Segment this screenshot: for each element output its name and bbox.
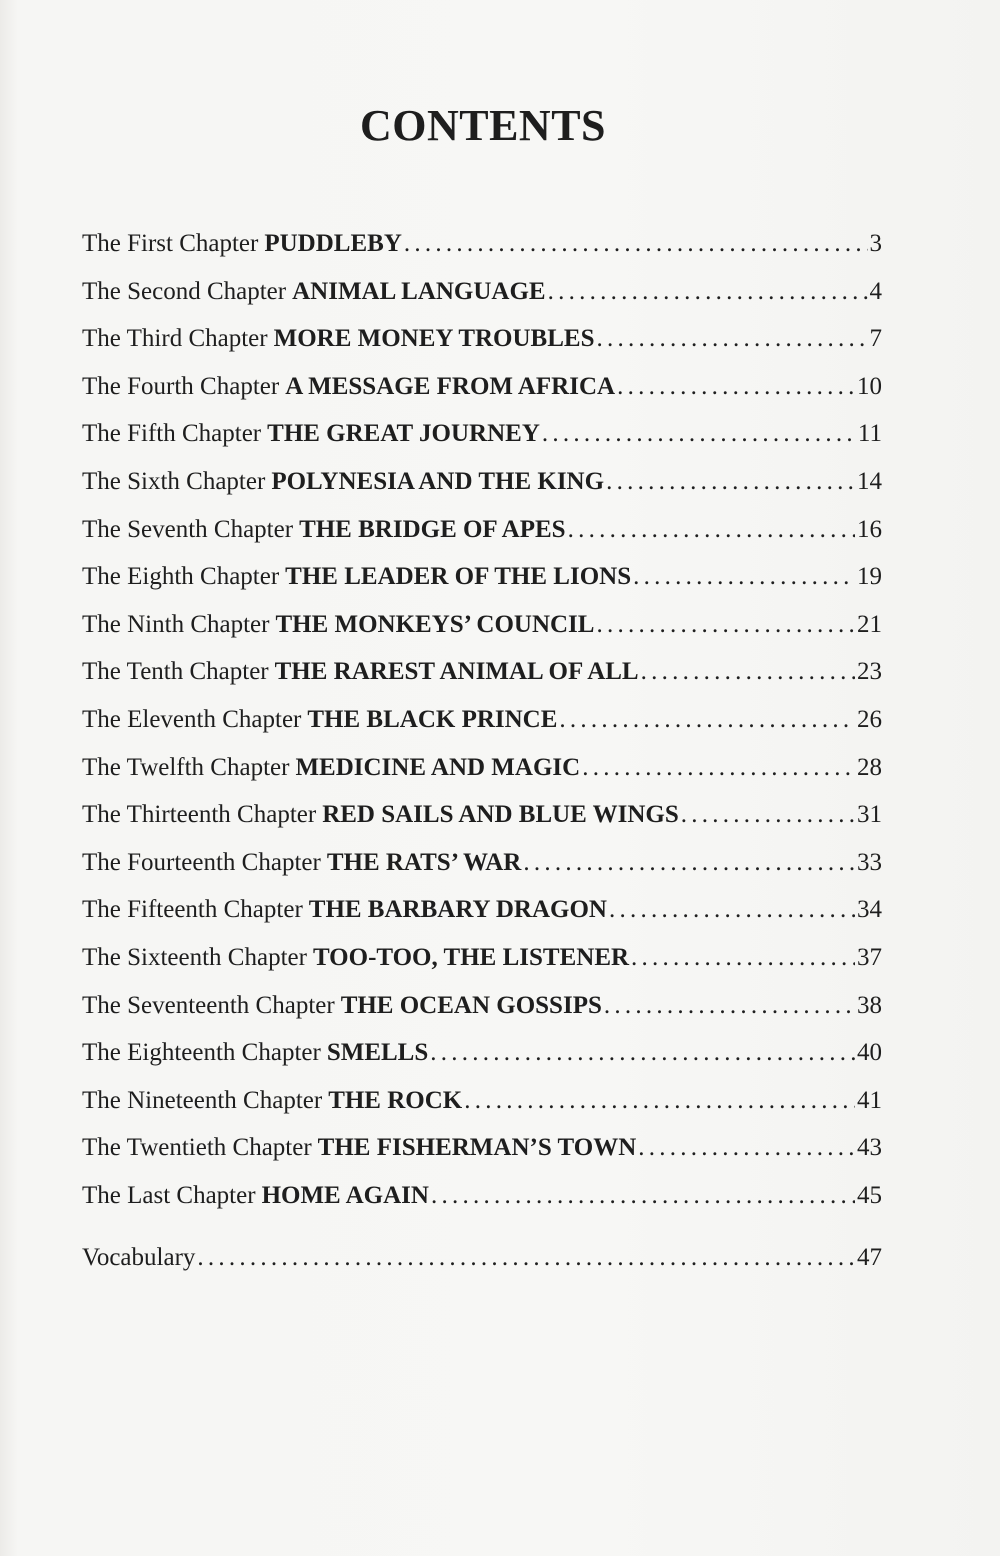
dot-leader	[631, 944, 855, 972]
chapter-number-label: The Nineteenth Chapter	[82, 1086, 323, 1114]
toc-entry[interactable]	[82, 1039, 882, 1087]
chapter-title: ANIMAL LANGUAGE	[292, 277, 546, 305]
toc-entry[interactable]	[82, 706, 882, 754]
dot-leader	[609, 896, 855, 924]
page-number: 38	[857, 991, 882, 1019]
page-number: 19	[857, 563, 882, 591]
dot-leader	[542, 420, 856, 448]
dot-leader	[568, 516, 855, 544]
dot-leader	[606, 468, 855, 496]
page-number: 43	[857, 1134, 882, 1162]
vocabulary-section	[82, 1244, 882, 1292]
dot-leader	[404, 230, 868, 258]
chapter-number-label: The Third Chapter	[82, 325, 268, 353]
dot-leader	[604, 992, 855, 1020]
page-number: 11	[857, 420, 882, 448]
dot-leader	[582, 754, 855, 782]
chapter-number-label: The First Chapter	[82, 230, 259, 257]
chapter-number-label: The Second Chapter	[82, 277, 287, 305]
page-number: 7	[869, 325, 882, 353]
dot-leader	[559, 706, 855, 734]
chapter-title: THE BARBARY DRAGON	[308, 896, 607, 924]
page-number: 26	[857, 705, 882, 733]
toc-entry[interactable]	[82, 1087, 882, 1135]
chapter-title: POLYNESIA AND THE KING	[271, 467, 605, 495]
chapter-number-label: The Twelfth Chapter	[82, 753, 290, 781]
chapter-number-label: The Seventeenth Chapter	[82, 991, 335, 1019]
chapter-title: PUDDLEBY	[264, 230, 402, 257]
chapter-title: THE BRIDGE OF APES	[299, 515, 566, 543]
chapter-number-label: The Fourth Chapter	[82, 372, 280, 400]
chapter-number-label: The Eleventh Chapter	[82, 705, 302, 733]
chapter-title: TOO-TOO, THE LISTENER	[312, 943, 630, 971]
page-number: 23	[857, 658, 882, 686]
chapter-title: THE GREAT JOURNEY	[267, 420, 540, 448]
chapter-number-label: The Fourteenth Chapter	[82, 848, 321, 876]
vocabulary-page-number: 47	[857, 1244, 882, 1271]
chapter-number-label: The Eighteenth Chapter	[82, 1039, 321, 1067]
dot-leader	[681, 801, 855, 829]
page-number: 14	[857, 467, 882, 495]
toc-entry[interactable]	[82, 420, 882, 468]
page-number: 10	[857, 372, 882, 400]
dot-leader	[638, 1134, 855, 1162]
dot-leader	[596, 611, 855, 639]
chapter-number-label: The Ninth Chapter	[82, 610, 270, 638]
page-number: 33	[857, 848, 882, 876]
page-number: 28	[857, 753, 882, 781]
chapter-title: THE MONKEYS’ COUNCIL	[275, 610, 595, 638]
toc-entry[interactable]	[82, 944, 882, 992]
toc-entry[interactable]	[82, 1182, 882, 1230]
toc-entry-vocabulary[interactable]	[82, 1244, 882, 1292]
page-number: 16	[857, 515, 882, 543]
chapter-number-label: The Sixteenth Chapter	[82, 943, 307, 971]
dot-leader	[548, 278, 868, 306]
chapter-number-label: The Tenth Chapter	[82, 658, 269, 686]
page-number: 3	[869, 230, 882, 257]
toc-entry[interactable]	[82, 516, 882, 564]
toc-entry[interactable]	[82, 992, 882, 1040]
toc-entry[interactable]	[82, 849, 882, 897]
toc-entry[interactable]	[82, 801, 882, 849]
chapter-title: THE BLACK PRINCE	[307, 705, 558, 733]
chapter-title: MORE MONEY TROUBLES	[273, 325, 595, 353]
dot-leader	[431, 1182, 855, 1210]
chapter-number-label: The Sixth Chapter	[82, 467, 266, 495]
table-of-contents	[82, 230, 882, 1229]
toc-entry[interactable]	[82, 658, 882, 706]
toc-entry[interactable]	[82, 230, 882, 278]
chapter-number-label: The Eighth Chapter	[82, 563, 280, 591]
chapter-number-label: The Thirteenth Chapter	[82, 801, 317, 829]
page-number: 4	[869, 277, 882, 305]
page-title: CONTENTS	[359, 101, 607, 150]
toc-entry[interactable]	[82, 278, 882, 326]
toc-entry[interactable]	[82, 325, 882, 373]
chapter-title: A MESSAGE FROM AFRICA	[285, 372, 616, 400]
toc-entry[interactable]	[82, 896, 882, 944]
page-number: 40	[857, 1039, 882, 1067]
chapter-number-label: The Fifth Chapter	[82, 420, 262, 448]
vocabulary-label: Vocabulary	[82, 1244, 196, 1271]
chapter-title: THE ROCK	[328, 1086, 463, 1114]
page-number: 21	[857, 610, 882, 638]
dot-leader	[617, 373, 855, 401]
chapter-title: THE RATS’ WAR	[326, 848, 522, 876]
toc-entry[interactable]	[82, 563, 882, 611]
dot-leader	[641, 658, 855, 686]
chapter-number-label: The Seventh Chapter	[82, 515, 294, 543]
chapter-number-label: The Fifteenth Chapter	[82, 896, 303, 924]
chapter-title: THE OCEAN GOSSIPS	[340, 991, 602, 1019]
dot-leader	[596, 325, 867, 353]
page-number: 45	[857, 1181, 882, 1209]
dot-leader	[430, 1039, 855, 1067]
toc-entry[interactable]	[82, 468, 882, 516]
dot-leader	[523, 849, 855, 877]
chapter-title: HOME AGAIN	[261, 1181, 429, 1209]
chapter-number-label: The Twentieth Chapter	[82, 1134, 312, 1162]
chapter-title: THE RAREST ANIMAL OF ALL	[274, 658, 639, 686]
chapter-title: THE LEADER OF THE LIONS	[285, 563, 632, 591]
toc-entry[interactable]	[82, 754, 882, 802]
page-number: 31	[857, 801, 882, 829]
dot-leader	[464, 1087, 855, 1115]
page-number: 37	[857, 943, 882, 971]
chapter-number-label: The Last Chapter	[82, 1181, 256, 1209]
dot-leader	[633, 563, 855, 591]
page-number: 41	[857, 1086, 882, 1114]
toc-entry[interactable]	[82, 373, 882, 421]
chapter-title: THE FISHERMAN’S TOWN	[317, 1134, 637, 1162]
toc-entry[interactable]	[82, 611, 882, 659]
page-number: 34	[857, 896, 882, 924]
chapter-title: MEDICINE AND MAGIC	[295, 753, 581, 781]
chapter-title: RED SAILS AND BLUE WINGS	[322, 801, 679, 829]
toc-entry[interactable]	[82, 1134, 882, 1182]
dot-leader	[197, 1244, 855, 1272]
chapter-title: SMELLS	[326, 1039, 429, 1067]
